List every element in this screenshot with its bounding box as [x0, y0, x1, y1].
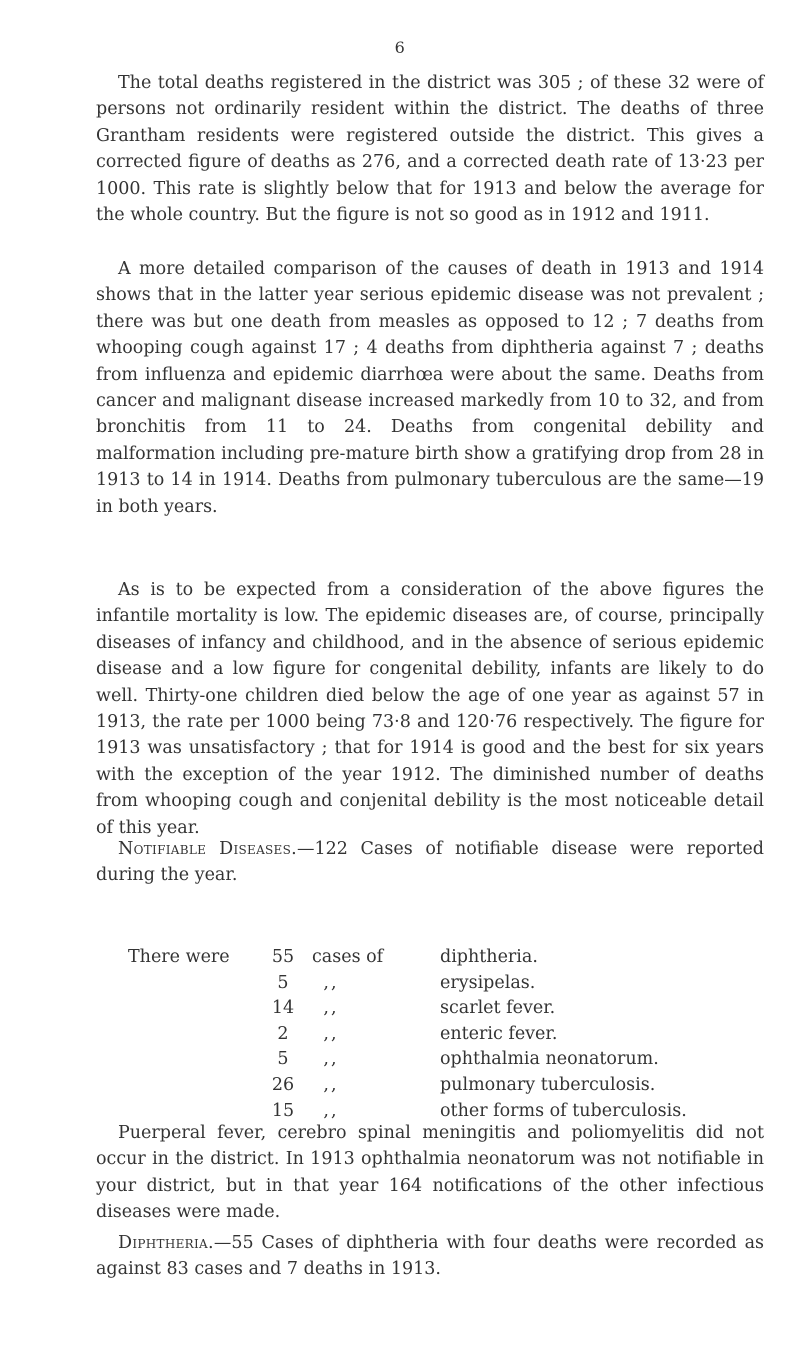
ditto-mark: ,, — [323, 1074, 339, 1095]
case-count: 14 — [271, 998, 295, 1019]
disease-name: ophthalmia neonatorum. — [440, 1049, 659, 1070]
cases-list-row — [128, 1047, 788, 1073]
disease-name: erysipelas. — [440, 972, 536, 993]
paragraph-puerperal-fever: Puerperal fever, cerebro spinal meningitis and poliomyelitis did not occur in the district. In 1913 ophthalmia neonatorum was not notifiable in your district, but in that year 164 notifications of the other infectious diseases were made. — [96, 1123, 764, 1223]
notifiable-diseases-heading: Notifiable Diseases. — [118, 839, 297, 859]
disease-name: diphtheria. — [440, 947, 538, 967]
cases-list-row — [128, 1022, 788, 1048]
case-count: 5 — [277, 972, 289, 993]
diphtheria-text: —55 Cases of diphtheria with four deaths were recorded as against 83 cases and 7 deaths in 1913. — [96, 1233, 764, 1280]
case-count: 15 — [271, 1100, 295, 1121]
disease-name: scarlet fever. — [440, 998, 556, 1019]
ditto-mark: ,, — [323, 998, 339, 1019]
disease-name: enteric fever. — [440, 1023, 558, 1044]
ditto-mark: ,, — [323, 1049, 339, 1070]
infant-mortality-text: As is to be expected from a consideration of the above figures the infantile mortality is low. The epidemic diseases are, of course, principally diseases of infancy and childhood, and in the absence of serious epidemic disease and a low figure for congenital debility, infants are likely to do well. Thirty-one children died below the age of one year as against 57 in 1913, the rate per 1000 being 73·8 and 120·76 respectively. The figure for 1913 was unsatisfactory ; that for 1914 is good and the best for six years with the exception of the year 1912. The diminished number of deaths from whooping cough and conjenital debility is the most noticeable detail of this year. — [96, 580, 764, 838]
cases-prefix: There were — [128, 947, 230, 967]
case-count: 26 — [271, 1074, 295, 1095]
paragraph-infant-mortality — [96, 577, 764, 841]
ditto-mark: ,, — [323, 972, 339, 993]
cases-list-row — [128, 971, 788, 997]
paragraph-diphtheria — [96, 1230, 764, 1283]
cases-list-row — [128, 996, 788, 1022]
page-number: 6 — [394, 38, 406, 57]
cases-unit: cases of — [312, 947, 384, 967]
disease-name: pulmonary tuberculosis. — [440, 1074, 656, 1095]
ditto-mark: ,, — [323, 1100, 339, 1121]
notifiable-diseases-text: —122 Cases of notifiable disease were reported during the year. — [96, 839, 764, 886]
cases-list-row — [128, 945, 788, 971]
paragraph-death-totals: The total deaths registered in the district was 305 ; of these 32 were of persons not ordinarily resident within the district. The deaths of three Grantham residents were registered outside the district. This gives a corrected figure of deaths as 276, and a corrected death rate of 13·23 per 1000. This rate is slightly below that for 1913 and below the average for the whole country. But the figure is not so good as in 1912 and 1911. — [96, 73, 764, 226]
notifiable-cases-list — [128, 945, 788, 1124]
paragraph-causes-comparison: A more detailed comparison of the causes of death in 1913 and 1914 shows that in the latter year serious epidemic disease was not prevalent ; there was but one death from measles as opposed to 12 ; 7 deaths from whooping cough against 17 ; 4 deaths from diphtheria against 7 ; deaths from influenza and epidemic diarrhœa were about the same. Deaths from cancer and malignant disease increased markedly from 10 to 32, and from bronchitis from 11 to 24. Deaths from congenital debility and malformation including pre-mature birth show a gratifying drop from 28 in 1913 to 14 in 1914. Deaths from pulmonary tuberculous are the same—19 in both years. — [96, 259, 764, 517]
case-count: 55 — [271, 947, 295, 967]
cases-list-row — [128, 1073, 788, 1099]
paragraph-notifiable-diseases — [96, 836, 764, 889]
diphtheria-heading: Diphtheria. — [118, 1233, 214, 1253]
case-count: 2 — [277, 1023, 289, 1044]
disease-name: other forms of tuberculosis. — [440, 1100, 687, 1121]
case-count: 5 — [277, 1049, 289, 1070]
ditto-mark: ,, — [323, 1023, 339, 1044]
